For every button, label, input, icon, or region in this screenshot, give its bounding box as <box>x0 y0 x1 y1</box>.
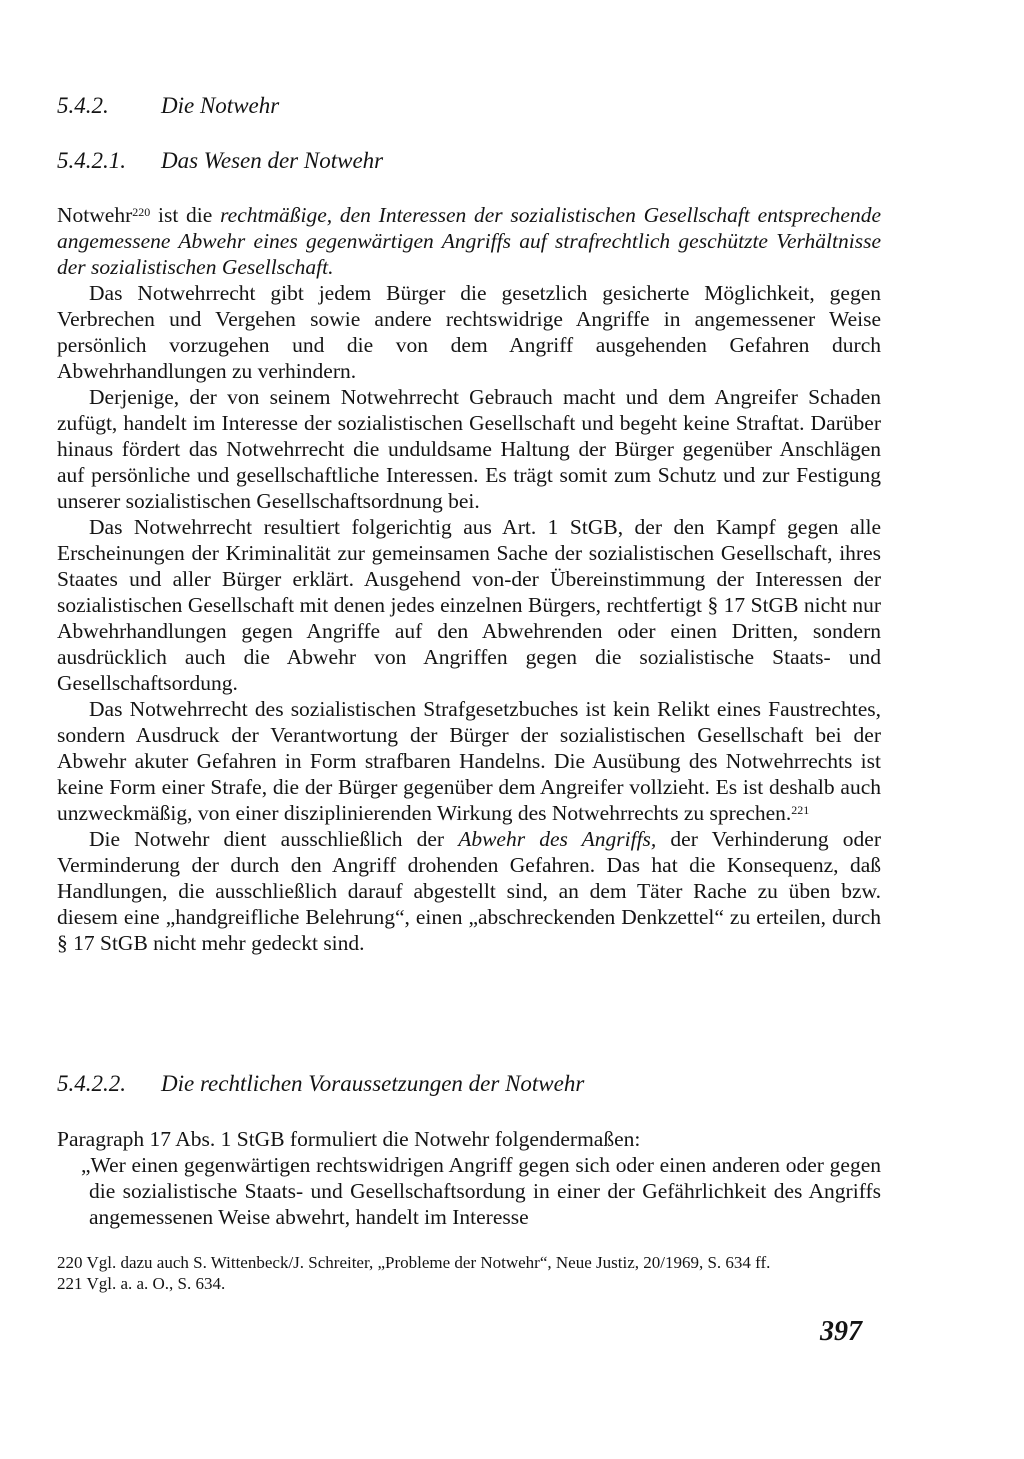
law-quote: „Wer einen gegenwärtigen rechtswidrigen Angriff gegen sich oder einen anderen oder gegen die sozialistische Staats- und Gesellschaftsordung in einer der Gefährlichkeit des Angriffs angemessenen Weise abwehrt, handelt im Interesse <box>81 1153 881 1229</box>
section-title: Das Wesen der Notwehr <box>161 148 384 173</box>
paragraph: Das Notwehrrecht resultiert folgerichtig aus Art. 1 StGB, der den Kampf gegen alle Erscheinungen der Kriminalität zur gemeinsamen Sache der sozialistischen Gesellschaft, ihres Staates und aller Bürger erklärt. Ausgehend von-der Übereinstimmung der Interessen der sozialistischen Gesellschaft mit denen jedes einzelnen Bürgers, rechtfertigt § 17 StGB nicht nur Abwehrhandlungen gegen Angriffe auf den Abwehrenden oder einen Dritten, sondern ausdrücklich auch die Abwehr von Angriffen gegen die sozialistische Staats- und Gesellschaftsordung. <box>57 515 881 695</box>
paragraph-text: Notwehr <box>57 203 133 227</box>
definition-italic: rechtmäßige, den Interessen der sozialistischen Gesellschaft entsprechende angemessene Abwehr eines gegenwärtigen Angriffs auf strafrechtlich geschützte Verhältnisse der sozialistischen Gesellschaft. <box>57 203 881 279</box>
section-heading-5-4-2 <box>57 92 279 120</box>
section-title: Die Notwehr <box>161 93 280 118</box>
footnote-220: 220 Vgl. dazu auch S. Wittenbeck/J. Schreiter, „Probleme der Notwehr“, Neue Justiz, 20/1969, S. 634 ff. <box>57 1253 771 1272</box>
section-title: Die rechtlichen Voraussetzungen der Notwehr <box>161 1071 585 1096</box>
section-body-voraussetzungen <box>57 1126 881 1230</box>
paragraph: Paragraph 17 Abs. 1 StGB formuliert die Notwehr folgendermaßen: <box>57 1127 641 1151</box>
definition-paragraph <box>57 202 881 280</box>
paragraph <box>57 696 881 826</box>
emphasis-italic: Abwehr des Angriffs, <box>458 827 657 851</box>
footnote-ref-220: 220 <box>132 205 151 219</box>
footnote-221: 221 Vgl. a. a. O., S. 634. <box>57 1274 226 1293</box>
paragraph-text: Das Notwehrrecht des sozialistischen Strafgesetzbuches ist kein Relikt eines Faustrechtes, sondern Ausdruck der Verantwortung der Bürger der sozialistischen Gesellschaft bei der Abwehr akuter Gefahren in Form strafbaren Handelns. Die Ausübung des Notwehrrechts ist keine Form einer Strafe, die der Bürger gegenüber dem Angreifer vollzieht. Es ist deshalb auch unzweckmäßig, von einer disziplinierenden Wirkung des Notwehrrechts zu sprechen. <box>57 697 881 825</box>
paragraph-text: der Verhinderung oder Verminderung der durch den Angriff drohenden Gefahren. Das hat die Konsequenz, daß Handlungen, die ausschließlich darauf abgestellt sind, an dem Täter Rache zu üben bzw. diesem eine „handgreifliche Belehrung“, einen „abschreckenden Denkzettel“ zu erteilen, durch § 17 StGB nicht mehr gedeckt sind. <box>57 827 881 955</box>
section-body-wesen <box>57 202 881 956</box>
section-heading-5-4-2-1 <box>57 147 383 175</box>
footnote-ref-221: 221 <box>791 803 810 817</box>
page-number: 397 <box>820 1316 862 1347</box>
section-heading-5-4-2-2 <box>57 1070 584 1098</box>
paragraph <box>57 826 881 956</box>
footnotes <box>57 1252 897 1294</box>
section-number: 5.4.2. <box>57 93 109 118</box>
section-number: 5.4.2.1. <box>57 148 126 173</box>
paragraph-text: Die Notwehr dient ausschließlich der <box>89 827 459 851</box>
paragraph: Derjenige, der von seinem Notwehrrecht Gebrauch macht und dem Angreifer Schaden zufügt, handelt im Interesse der sozialistischen Gesellschaft und begeht keine Straftat. Darüber hinaus fördert das Notwehrrecht die unduldsame Haltung der Bürger gegenüber Anschlägen auf persönliche und gesellschaftliche Interessen. Es trägt somit zum Schutz und zur Festigung unserer sozialistischen Gesellschaftsordnung bei. <box>57 385 881 513</box>
paragraph-text: ist die <box>150 203 221 227</box>
paragraph: Das Notwehrrecht gibt jedem Bürger die gesetzlich gesicherte Möglichkeit, gegen Verbrechen und Vergehen sowie andere rechtswidrige Angriffe in angemessener Weise persönlich vorzugehen und die von dem Angriff ausgehenden Gefahren durch Abwehrhandlungen zu verhindern. <box>57 281 881 383</box>
section-number: 5.4.2.2. <box>57 1071 126 1096</box>
